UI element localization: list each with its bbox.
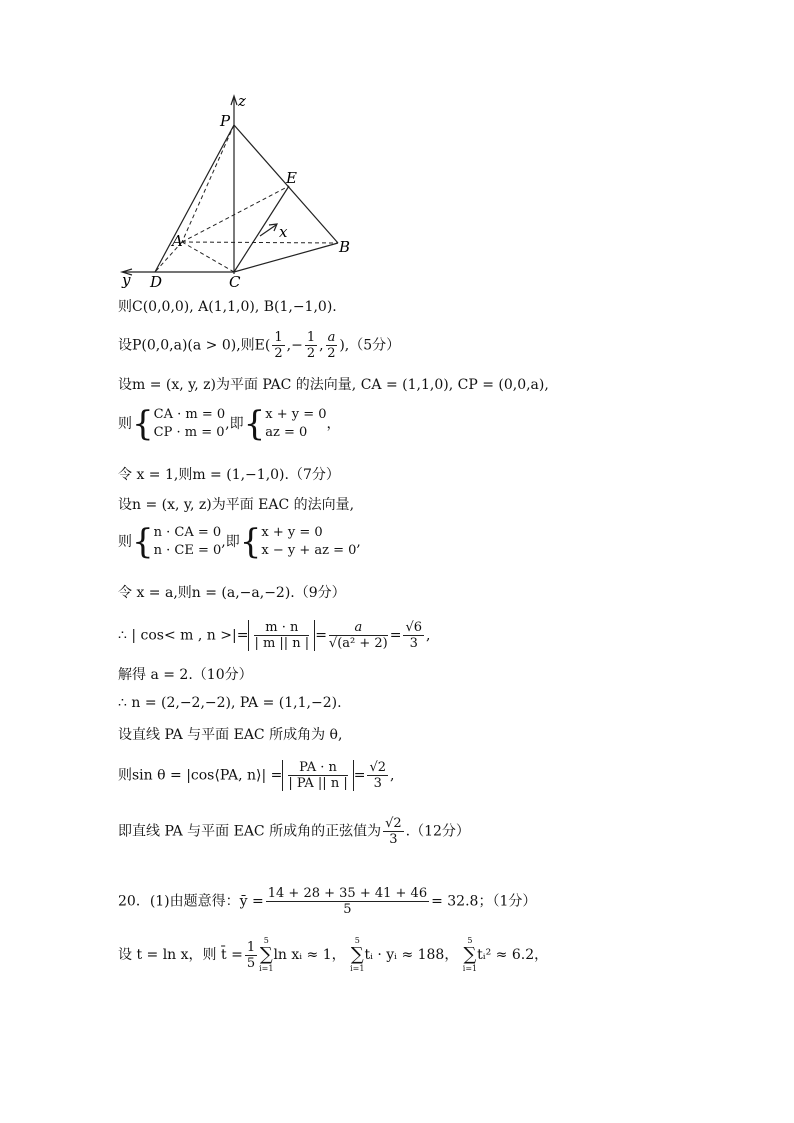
sum-upper: 5 [263,936,269,945]
l9-suffix: , [426,627,431,644]
fraction-dot [254,620,309,651]
l9-eq: = [315,627,327,644]
l15-suffix: = 32.8；（1分） [431,893,537,910]
text-line-let-x1: 令 x = 1,则m = (1,−1,0).（7分） [118,467,340,483]
l15-prefix: 20．(1)由题意得：ȳ = [118,893,264,910]
equation-system-4 [261,524,356,560]
frac-num: 1 [274,330,283,345]
l2-comma: , [319,337,324,354]
l14-prefix: 即直线 PA 与平面 EAC 所成角的正弦值为 [118,823,382,840]
sum-operator: 5 ∑ i=1 [462,936,478,973]
brace-left: { [132,404,154,444]
l13-prefix: 则sin θ = |cos⟨PA, n⟩| = [118,767,283,784]
text-line-cosine [118,620,431,651]
frac-num: a [327,330,336,345]
l16-d: tᵢ² ≈ 6.2， [477,947,549,963]
frac-den: 3 [373,776,382,791]
l2-mid: ,− [286,337,303,354]
l13-suffix: , [390,767,395,784]
l13-eq: = [353,767,366,784]
sum-upper: 5 [354,936,360,945]
equation: x + y = 0 [265,407,327,422]
equation: n · CE = 0 [153,543,222,558]
text-line-let-xa: 令 x = a,则n = (a,−a,−2).（9分） [118,585,346,601]
frac-num: PA · n [288,760,347,776]
l16-a: 设 t = ln x，则 t̄ = [118,947,243,963]
frac-den: 2 [306,346,316,361]
label-x: x [279,223,288,241]
fraction-a-sqrt [329,620,388,651]
label-B: B [339,238,351,256]
sum-lower: i=1 [350,964,365,973]
fraction-half-1 [272,330,284,361]
l2-suffix: ),（5分） [339,337,401,354]
text-line-angle: 设直线 PA 与平面 EAC 所成角为 θ, [118,727,343,743]
label-C: C [229,273,241,288]
frac-num: 1 [246,939,256,955]
brace-left: { [243,404,266,444]
sum-operator: 5 ∑ i=1 [350,936,365,973]
frac-den: 2 [274,346,283,361]
frac-den: | PA || n | [288,776,348,791]
l7-suffix: , [356,534,361,550]
label-z: z [238,92,246,110]
frac-num: √2 [385,816,402,831]
l9-prefix: ∴ | cos< m , n >|= [118,627,249,644]
frac-num: 1 [306,330,316,345]
sum-lower: i=1 [259,964,274,973]
text-line-solve-a: 解得 a = 2.（10分） [118,667,253,683]
l14-suffix: .（12分） [405,823,470,840]
text-line-system-2 [118,524,361,560]
l7-mid: ,即 [221,534,240,550]
text-line-system-1 [118,406,341,442]
frac-num: √2 [369,760,387,775]
abs-fraction [248,620,315,651]
l2-prefix: 设P(0,0,a)(a > 0),则E( [118,337,271,354]
label-A: A [172,232,183,250]
equation: CP · m = 0 [153,425,225,440]
frac-den: 5 [343,902,352,917]
l16-b: ln xᵢ ≈ 1， [273,947,346,963]
equation-system-3 [154,524,222,560]
frac-den: | m || n | [254,636,310,651]
text-line-q20-mean [118,886,536,917]
frac-den: 5 [246,955,256,971]
brace-left: { [239,522,262,562]
text-line-vectors: ∴ n = (2,−2,−2), PA = (1,1,−2). [118,695,342,711]
l9-eq2: = [389,627,402,644]
brace-left: { [132,522,154,562]
label-y: y [122,271,131,288]
frac-den: 3 [389,832,398,847]
fraction-mean [266,886,429,917]
sum-upper: 5 [467,936,473,945]
equation: CA · m = 0 [153,407,226,422]
frac-num: m · n [254,620,309,636]
l4-prefix: 则 [118,416,132,432]
l16-c: tᵢ · yᵢ ≈ 188， [364,947,459,963]
fraction-a-half [326,330,338,361]
frac-den: 3 [409,636,418,651]
frac-num: 14 + 28 + 35 + 41 + 46 [267,886,428,901]
frac-num: √6 [405,620,423,635]
text-line-conclusion [118,816,470,847]
equation: az = 0 [265,425,308,440]
text-line-set-P [118,330,400,361]
equation: x − y + az = 0 [261,543,357,558]
fraction-sqrt2-3 [367,760,388,791]
frac-den: 2 [327,346,336,361]
equation-system-1 [154,406,226,442]
text-line-q20-sums [118,936,548,974]
fraction-one-fifth [245,940,257,971]
label-E: E [286,169,297,187]
equation: n · CA = 0 [153,525,222,540]
equation-system-2 [265,406,326,442]
fraction-sqrt6-3 [403,620,424,651]
fraction-half-2 [305,330,317,361]
abs-fraction [282,760,353,791]
text-line-sine [118,760,394,791]
l4-mid: ,即 [225,416,244,432]
text-line-normal-n: 设n = (x, y, z)为平面 EAC 的法向量, [118,497,355,513]
text-line-normal-m: 设m = (x, y, z)为平面 PAC 的法向量, CA = (1,1,0), CP = (0,0,a), [118,377,549,393]
label-D: D [150,273,163,288]
pyramid-figure [110,88,370,288]
l4-suffix: ， [326,416,341,432]
fraction-sqrt2-3 [383,816,404,847]
text-line-coords: 则C(0,0,0), A(1,1,0), B(1,−1,0). [118,299,337,315]
frac-num: a [329,620,388,636]
l7-prefix: 则 [118,534,132,550]
label-P: P [220,112,231,130]
equation: x + y = 0 [261,525,323,540]
sum-operator: 5 ∑ i=1 [259,936,274,973]
fraction-pa-n [288,760,347,791]
frac-den: √(a² + 2) [328,636,388,651]
sum-lower: i=1 [462,964,478,973]
